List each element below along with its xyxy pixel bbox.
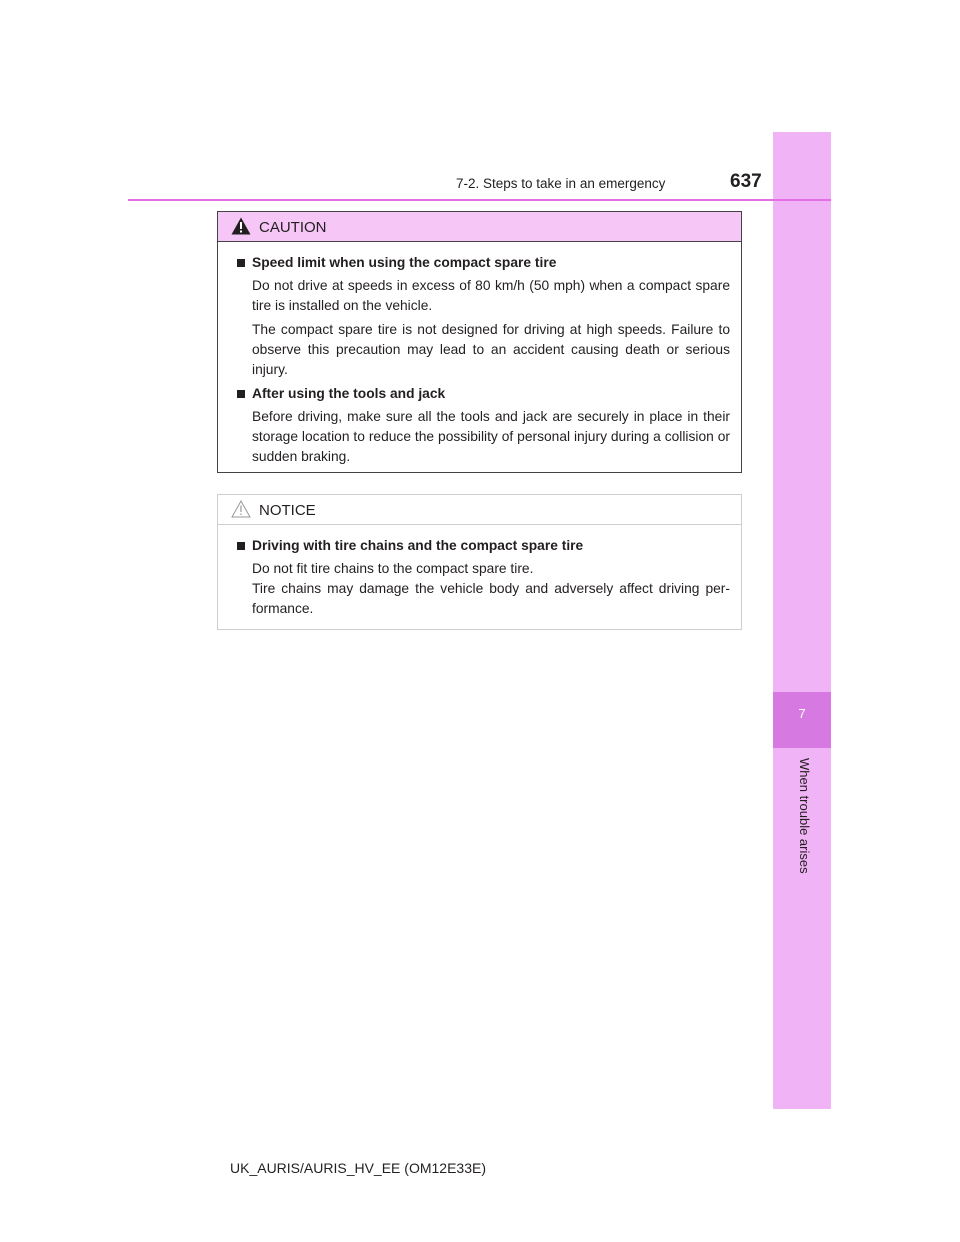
notice-body <box>218 525 741 619</box>
model-code-footer: UK_AURIS/AURIS_HV_EE (OM12E33E) <box>230 1160 486 1176</box>
caution-body <box>218 242 741 467</box>
square-bullet-icon <box>237 542 245 550</box>
header-divider <box>128 199 831 201</box>
square-bullet-icon <box>237 259 245 267</box>
chapter-title: When trouble arises <box>797 758 812 874</box>
square-bullet-icon <box>237 390 245 398</box>
caution-paragraph: Do not drive at speeds in excess of 80 km/h (50 mph) when a compact spare tire is installed on the vehicle. <box>252 278 730 313</box>
caution-label: CAUTION <box>259 219 327 236</box>
caution-paragraph: The compact spare tire is not designed for driving at high speeds. Failure to observe this precaution may lead to an accident causing death or serious injury. <box>252 322 730 377</box>
caution-header <box>218 212 741 242</box>
notice-box <box>217 494 742 630</box>
notice-item-title: Driving with tire chains and the compact spare tire <box>235 536 730 556</box>
notice-label: NOTICE <box>259 502 316 519</box>
notice-header <box>218 495 741 525</box>
notice-triangle-icon <box>231 500 251 518</box>
chapter-side-tab <box>773 132 831 1109</box>
notice-paragraph: Tire chains may damage the vehicle body and adversely affect driving per-formance. <box>252 581 730 616</box>
warning-triangle-icon <box>231 217 251 235</box>
chapter-number: 7 <box>798 706 806 721</box>
caution-item-title: After using the tools and jack <box>235 384 730 404</box>
caution-box <box>217 211 742 473</box>
notice-paragraph: Do not fit tire chains to the compact spare tire. <box>252 561 534 576</box>
section-title: 7-2. Steps to take in an emergency <box>456 176 666 191</box>
page-number: 637 <box>730 171 762 192</box>
caution-paragraph: Before driving, make sure all the tools and jack are securely in place in their storage location to reduce the possibility of personal injury during a collision or sudden braking. <box>252 409 730 464</box>
caution-item-title: Speed limit when using the compact spare tire <box>235 253 730 273</box>
